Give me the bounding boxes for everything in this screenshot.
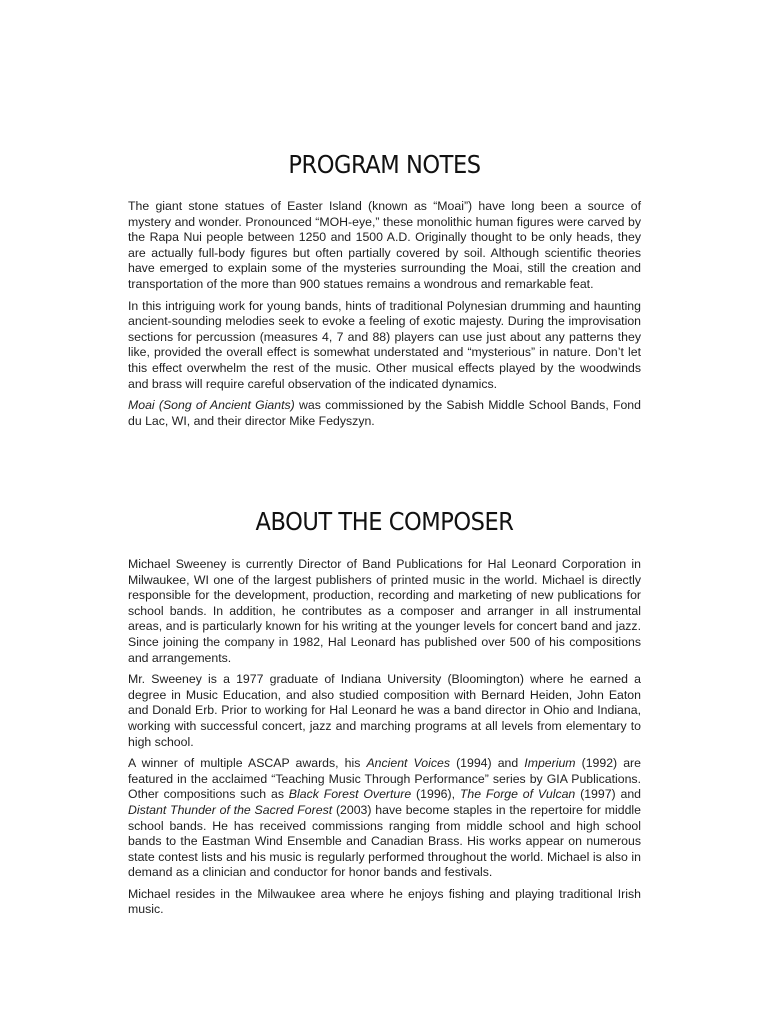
work-title: Imperium: [524, 756, 576, 771]
text: (1997) and: [575, 787, 641, 802]
composer-paragraph-3: [128, 756, 641, 881]
composer-paragraph-4: Michael resides in the Milwaukee area where he enjoys fishing and playing traditional Irish music.: [128, 886, 641, 917]
commission-text: was commissioned by the Sabish Middle School Bands, Fond du Lac, WI, and their director Mike Fedyszyn.: [128, 398, 641, 428]
work-title: Distant Thunder of the Sacred Forest: [128, 802, 333, 817]
about-composer-heading: ABOUT THE COMPOSER: [255, 507, 514, 536]
program-notes-heading: PROGRAM NOTES: [288, 150, 481, 179]
work-title: Moai (Song of Ancient Giants): [128, 398, 295, 413]
composer-paragraph-2: Mr. Sweeney is a 1977 graduate of Indiana University (Bloomington) where he earned a degree in Music Education, and also studied composition with Bernard Heiden, John Eaton and Donald Erb. Prior to working for Hal Leonard he was a band director in Ohio and Indiana, working with successful concert, jazz and marching programs at all levels from elementary to high school.: [128, 672, 641, 749]
program-notes-paragraph-1: The giant stone statues of Easter Island (known as “Moai”) have long been a source of mystery and wonder. Pronounced “MOH-eye,” these monolithic human figures were carved by the Rapa Nui people between 1250 and 1500 A.D. Originally thought to be only heads, they are actually full-body figures but often partially covered by soil. Although scientific theories have emerged to explain some of the mysteries surrounding the Moai, still the creation and transportation of the more than 900 statues remains a wondrous and remarkable feat.: [128, 199, 641, 291]
composer-paragraph-1: Michael Sweeney is currently Director of Band Publications for Hal Leonard Corporation in Milwaukee, WI one of the largest publishers of printed music in the world. Michael is directly responsible for the development, production, recording and marketing of new publications for school bands. In addition, he contributes as a composer and arranger in all instrumental areas, and is particularly known for his writing at the younger levels for concert band and jazz. Since joining the company in 1982, Hal Leonard has published over 500 of his compositions and arrangements.: [128, 557, 641, 665]
program-notes-section: [128, 150, 641, 435]
program-notes-paragraph-2: In this intriguing work for young bands, hints of traditional Polynesian drumming and haunting ancient-sounding melodies seek to evoke a feeling of exotic majesty. During the improvisation sections for percussion (measures 4, 7 and 88) players can use just about any patterns they like, provided the overall effect is somewhat understated and “mysterious” in nature. Don’t let this effect overwhelm the rest of the music. Other musical effects played by the woodwinds and brass will require careful observation of the indicated dynamics.: [128, 298, 641, 391]
text: (1994) and: [450, 756, 525, 771]
text: A winner of multiple ASCAP awards, his: [128, 756, 367, 771]
text: (1992) are featured in the acclaimed “Teaching Music Through Performance” series by GIA Publications. Other compositions such as: [128, 756, 641, 802]
work-title: Ancient Voices: [366, 756, 450, 771]
text: (1996),: [411, 787, 460, 802]
text: (2003) have become staples in the repertoire for middle school bands. He has received commissions ranging from middle school and high school bands to the Eastman Wind Ensemble and Canadian Brass. His works appear on numerous state contest lists and his music is regularly performed throughout the world. Michael is also in demand as a clinician and conductor for honor bands and festivals.: [128, 802, 641, 880]
work-title: The Forge of Vulcan: [459, 787, 576, 802]
program-notes-paragraph-3: [128, 398, 641, 429]
about-composer-section: [128, 507, 641, 924]
work-title: Black Forest Overture: [288, 787, 412, 802]
